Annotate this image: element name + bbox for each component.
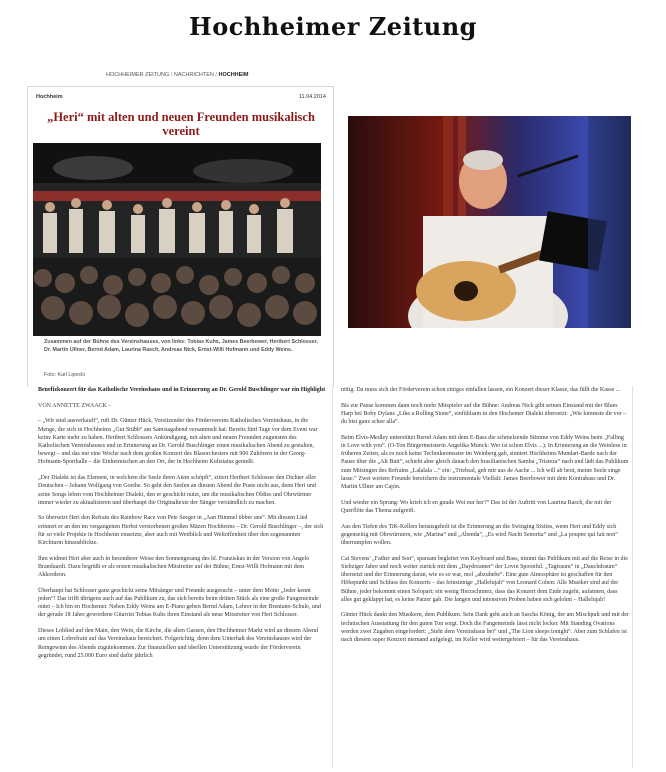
body-paragraph: Bis zur Pause kommen dann noch mehr Mitspieler auf die Bühne: Andreas Nick gibt seinen Einstand mit der Blues Harp bei Boby Dylans „Like a Rolling Stone“, einfühlsam in den Hochemer Dialekt übersetzt: „Wie kimmste dir vor – du bist ganz schee alla“. xyxy=(341,402,627,426)
body-paragraph: Und wieder ein Sprung: Wo krieh ich en guude Woi nur her?“ Das ist der Auftritt von Laurina Rasch, die mit der Querflöte das Thema aufgreift. xyxy=(341,499,612,514)
column-divider xyxy=(632,386,633,768)
breadcrumb-separator: / xyxy=(170,72,173,78)
body-paragraph: Überhaupt hat Schlosser ganz geschickt seine Mitsänger und Freunde ausgesucht – unter dem Motto „Jeder kennt jeden“! Das trifft übrigens auch auf das Publikum zu, das sich bereits beim dritten Stück als eine große Fangemeinde outet – Ich bin en Hochemer. Neben Eddy Weins am E-Piano geben Bernd Adam, Lehrer in der Brentano-Schule, und der gerade 18 Jahre gewordene Gitarrist Tobias Kuhs ihren Einstand als neue Mitstreiter von Heri Schlosser. xyxy=(38,587,321,619)
body-paragraph: „Der Dialekt ist das Element, in welchem die Seele ihren Atem schöpft“, zitiert Heribert Schlosser den Dichter aller Deutschen – Johann Wolfgang von Goethe. So geht den Seelen an diesem Abend die Puste nicht aus, denn Heri und seine Songs leben vom Hochheimer Dialekt, den er geschickt nutzt, um die musikalischen Oldies und Ohrwürmer immer wieder zu aktualisieren und überhaupt die Originaltexte der Sänger verständlich zu machen. xyxy=(38,475,317,506)
body-paragraph: Günter Hück dankt den Musikern, dem Publikum. Sein Dank geht auch an Sascha König, der am Mischpult und mit der technischen Ausstattung für den guten Ton sorgt. Doch die Fangemeinde lässt nicht locker. Mit Standing Ovations werden zwei Zugaben eingefordert: „Steht dem Vereinshaus bei“ und „The Lion sleeps tonight“. Aber zum Schlafen ist nach diesem super Konzert niemand aufgelegt, im Keller wird weitergefeiert – für das Vereinshaus. xyxy=(341,612,629,644)
band-stage-photo-graphic xyxy=(33,143,321,336)
guitarist-photo[interactable] xyxy=(348,116,631,328)
body-paragraph: Cat Stevens' „Father and Son“, sparsam begleitet von Keyboard und Bass, nimmt das Publikum mit auf die Reise in die Siebziger Jahre und noch weiter zurück mit dem „Daydreamer“ der Lovin Spoonful. „Tagtraum“ in „Dauchdraum“ übersetzt und der Erinnerung daran, wie es so war, mol „abzuhebe“. Eine gute Atmosphäre ist geschaffen für den Höhepunkt und Schluss des Konzerts – das feinsinnige „Hallelujah“ von Leonard Cohen: Alle Musiker sind auf der Bühne, jeder bekommt einen Solopart; ein wenig Herzschmerz, dass das Konzert dem Ende zugeht, aufatmen, dass alles gut geklappt hat, es keine Patzer gab. Die langen und intensiven Proben haben sich gelohnt – Hallelujah! xyxy=(341,555,628,603)
body-paragraph: Beim Elvis-Medley unterstützt Bernd Adam mit dem E-Bass die schmelzende Stimme von Eddy Weins beim „Falling in Love with you“. (O-Ton Bürgermeisterin Angelika Munck: Wer ist schon Elvis ...). In Erinnerung an die Weinlese in früheren Zeiten, als es noch keine Techniknomsster im Weinberg gab, sinniert Hochheims Mundart-Barde nach der Pause über die „Alt Butt“, schiebt aber gleich danach den brasilianischen Samba „Tristeza“ nach und lädt das Publikum zum Mitsingen des Refrains „Lalalala ...“ ein: „Triebsal, geh mir aus de Aache ... Ich will ab heut, meine Seele singe lasse.“ Zwei weitere Freunde bereichern die instrumentale Vielfalt: James Beerbower mit dem Kontrabass und Dr. Martin Ullner am Cajón. xyxy=(341,434,629,491)
article-headline: „Heri“ mit alten und neuen Freunden musikalisch vereint xyxy=(47,110,315,138)
photo-credit: Foto: Karl Lipecki xyxy=(44,372,85,378)
body-paragraph: Ihm widmet Heri aber auch in besonderer Weise den Sonnengesang des hl. Franziskus in der Version von Angelo Branduardi. Dazu begrüßt er als ersten musikalischen Mitstreiter auf der Bühne, Ernst-Willi Hofmann mit dem Akkordeon. xyxy=(38,555,310,579)
article-author: VON ANNETTE ZWAACK - xyxy=(38,402,111,409)
body-paragraph: Dieses Loblied auf den Main, den Wein, die Kirche, die alten Gassen, den Hochheimer Markt wird an diesem Abend um einen Lobrefrain auf das Vereinshaus bereichert. Folgerichtig, denn dem Unterhalt des Vereinshauses wird der Reingewinn des Abends zugutekommen. Zur finanziellen und ideellen Unterstützung wurde der Förderverein gegründet, rund 25.000 Euro sind dafür jährlich xyxy=(38,628,318,659)
body-paragraph: – „Wir sind ausverkauft“, ruft Dr. Günter Hück, Vorsitzender des Fördervereins Katholisches Vereinshaus, in die Menge, die sich in Hochheims „Gut Stübb“ am Samstagabend versammelt hat. Bereits fünf Tage vor dem Event war keine Karte mehr zu haben. Heribert Schlossers Ankündigung, mit alten und neuen Freunden zugunsten des Katholischen Vereinshauses und in Erinnerung an Dr. Gerold Buschlinger einen musikalischen Abend zu gestalten, bewegt – und das nur eine Woche nach dem großen Konzert des Blasorchesters mit 900 Zuhörern in der Georg-Hofmann-Sporthalle – die Einheimischen an den Ort, der in Hochheim Kultstatus genießt. xyxy=(38,418,318,466)
article-body-column-2 xyxy=(341,386,629,652)
breadcrumb-item-news[interactable]: NACHRICHTEN xyxy=(173,72,214,78)
column-divider xyxy=(332,386,333,768)
article-lead: Benefizkonzert für das Katholische Vereinshaus und in Erinnerung an Dr. Gerold Buschlinger war ein Highlight xyxy=(38,387,326,393)
photo-caption: Zusammen auf der Bühne des Vereinshauses, von links: Tobias Kuhs, James Beerbower, Heribert Schlosser, Dr. Martin Ullner, Bernd Adam, Laurina Rasch, Andreas Nick, Ernst-Willi Hofmann und Eddy Weins. xyxy=(44,339,318,353)
breadcrumb-separator: / xyxy=(215,72,217,78)
guitarist-photo-graphic xyxy=(348,116,631,328)
body-paragraph: nötig. Da muss sich der Förderverein schon einiges einfallen lassen, ein Konzert dieser Klasse, das füllt die Kasse ... xyxy=(341,387,621,393)
article-body-column-1 xyxy=(38,386,326,667)
breadcrumb-item-home[interactable]: HOCHHEIMER ZEITUNG xyxy=(106,72,170,78)
body-paragraph: So übersetzt Heri den Refrain des Rainbow Race von Pete Seeger in „Aan Himmel übber uns“. Mit diesem Lied erinnert er an den im vergangenen Herbst verstorbenen großen Mäzen Hochheims – Dr. Gerold Buschlinger –, der sich für so viele Projekte in Hochheim einsetzte, aber auch mit Weitblick und Weltoffenheit über den sogenannten Kirchturm hinausblickte. xyxy=(38,515,324,547)
breadcrumb xyxy=(106,72,248,78)
body-paragraph: Aus den Tiefen des TiK-Kellers herausgeholt ist die Erinnerung an die Swinging Sixties, wenn Heri und Eddy sich gegenseitig mit Ohrwürmern, wie „Marina“ und „Abenda“, „Es wird Nacht Senorita“ und „La poupee qui fait non“ überrumpfen wollen. xyxy=(341,523,618,547)
band-stage-photo[interactable] xyxy=(33,143,321,336)
breadcrumb-item-current: HOCHHEIM xyxy=(218,72,249,78)
article-category: Hochheim xyxy=(36,94,63,100)
masthead-logo[interactable]: Hochheimer Zeitung xyxy=(189,12,477,41)
article-meta xyxy=(36,94,326,100)
article-date: 11.04.2014 xyxy=(298,94,326,100)
